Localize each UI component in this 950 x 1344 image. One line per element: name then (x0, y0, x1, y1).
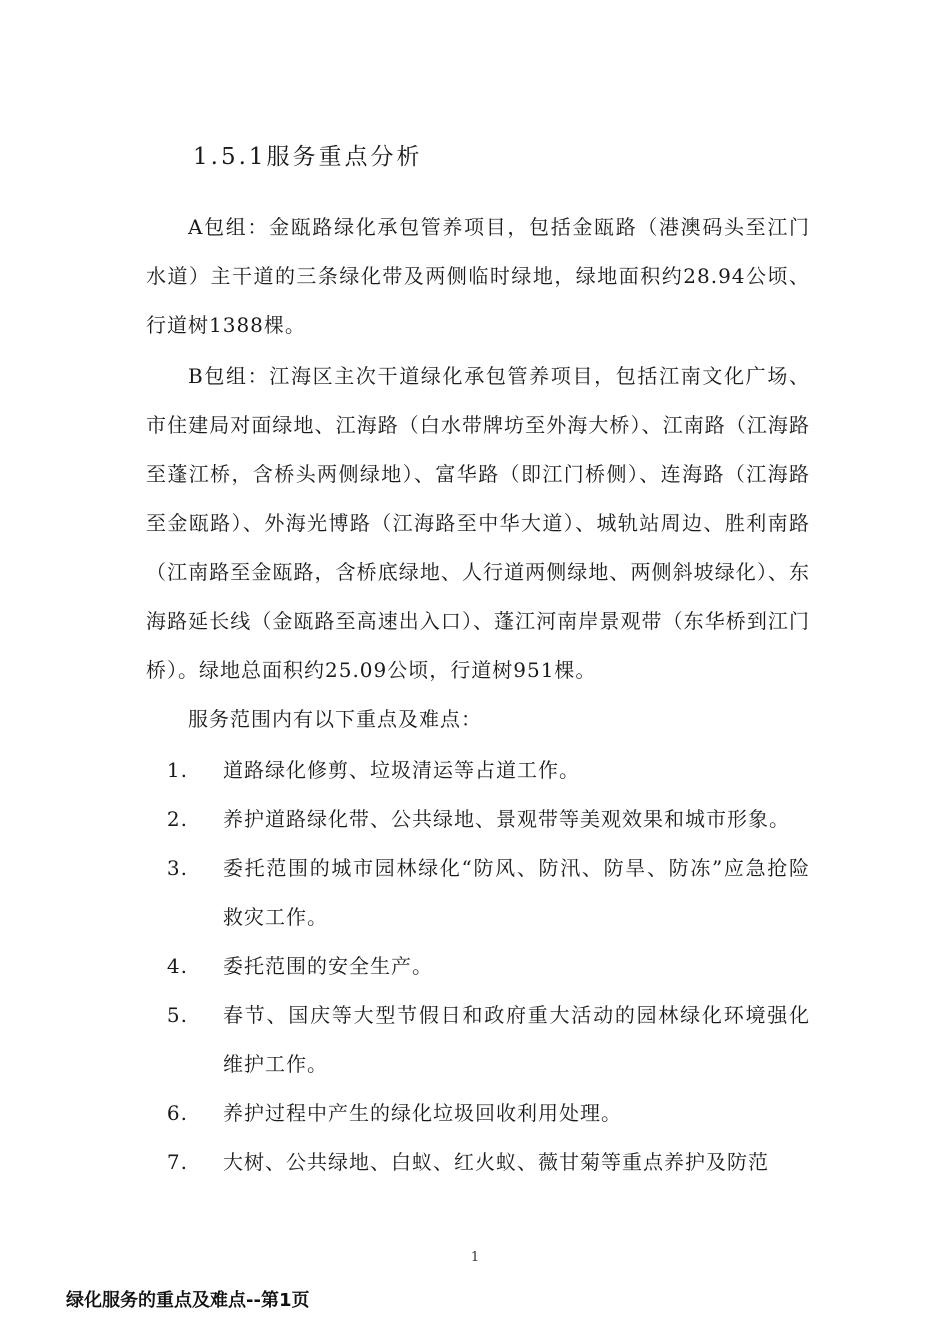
list-item (146, 991, 810, 1089)
page-footer: 绿化服务的重点及难点--第1页 (66, 1290, 310, 1311)
key-points-list (146, 746, 810, 1187)
paragraph-package-a: A包组：金瓯路绿化承包管养项目，包括金瓯路（港澳码头至江门水道）主干道的三条绿化带及两侧临时绿地，绿地面积约28.94公顷、行道树1388棵。 (146, 215, 810, 337)
list-item-text: 道路绿化修剪、垃圾清运等占道工作。 (223, 758, 580, 782)
section-heading: 1.5.1服务重点分析 (193, 144, 423, 170)
list-item-text: 大树、公共绿地、白蚁、红火蚁、薇甘菊等重点养护及防范 (223, 1150, 769, 1174)
list-item (146, 1089, 810, 1138)
paragraph-intro: 服务范围内有以下重点及难点： (188, 707, 482, 731)
list-item (146, 844, 810, 942)
list-item-number: 5. (166, 1003, 188, 1027)
list-item-text: 委托范围的城市园林绿化“防风、防汛、防旱、防冻”应急抢险救灾工作。 (223, 856, 810, 929)
list-item-number: 7. (166, 1150, 188, 1174)
list-item-number: 1. (166, 758, 188, 782)
list-item-text: 委托范围的安全生产。 (223, 954, 433, 978)
list-item-text: 春节、国庆等大型节假日和政府重大活动的园林绿化环境强化维护工作。 (223, 1003, 810, 1076)
list-item (146, 942, 810, 991)
list-item-number: 6. (166, 1101, 188, 1125)
page-number: 1 (470, 1250, 480, 1265)
list-item-number: 4. (166, 954, 188, 978)
list-item-text: 养护过程中产生的绿化垃圾回收利用处理。 (223, 1101, 622, 1125)
list-item (146, 1138, 810, 1187)
paragraph-package-b: B包组：江海区主次干道绿化承包管养项目，包括江南文化广场、市住建局对面绿地、江海路（白水带牌坊至外海大桥）、江南路（江海路至蓬江桥，含桥头两侧绿地）、富华路（即江门桥侧）、连海路（江海路至金瓯路）、外海光博路（江海路至中华大道）、城轨站周边、胜利南路（江南路至金瓯路，含桥底绿地、人行道两侧绿地、两侧斜坡绿化）、东海路延长线（金瓯路至高速出入口）、蓬江河南岸景观带（东华桥到江门桥）。绿地总面积约25.09公顷，行道树951棵。 (146, 364, 810, 682)
list-item-text: 养护道路绿化带、公共绿地、景观带等美观效果和城市形象。 (223, 807, 790, 831)
list-item-number: 2. (166, 807, 188, 831)
list-item-number: 3. (166, 856, 188, 880)
list-item (146, 795, 810, 844)
list-item (146, 746, 810, 795)
